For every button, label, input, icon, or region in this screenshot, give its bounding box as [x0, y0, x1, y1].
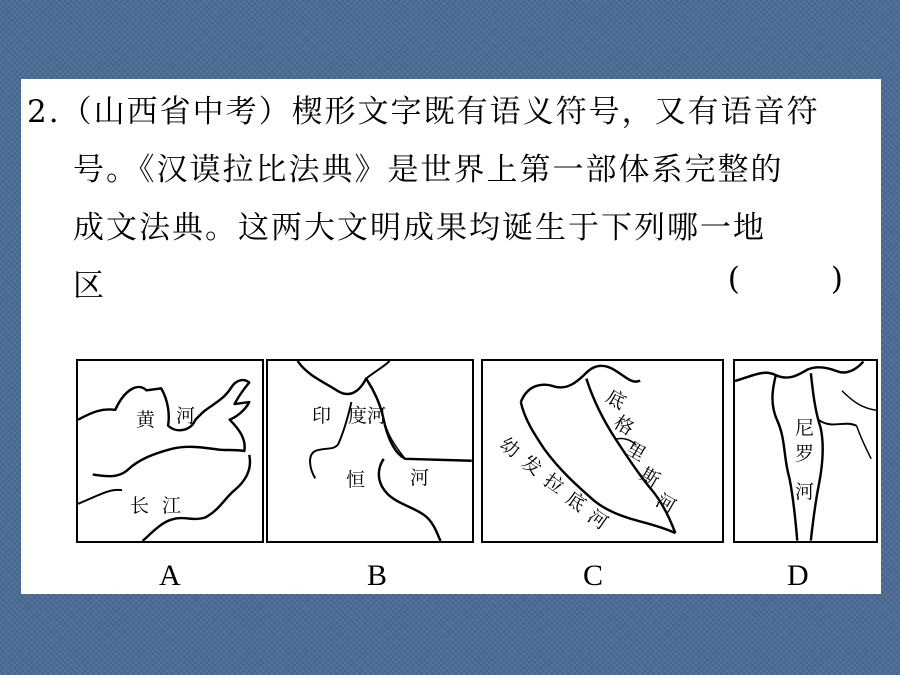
- map-b-label-0: 印: [312, 405, 332, 427]
- map-b[interactable]: [266, 359, 474, 543]
- map-a[interactable]: [76, 359, 264, 543]
- map-c[interactable]: [481, 359, 724, 543]
- map-a-label-1: 河: [176, 405, 196, 427]
- option-b-label[interactable]: B: [367, 559, 388, 592]
- map-c-label-9: 河: [583, 505, 612, 535]
- map-b-label-1: 度河: [348, 405, 387, 427]
- option-a-label[interactable]: A: [159, 559, 181, 592]
- option-d-label[interactable]: D: [787, 559, 809, 592]
- map-c-label-5: 幼: [495, 433, 524, 463]
- option-c-label[interactable]: C: [583, 559, 604, 592]
- question-line-2: 号。《汉谟拉比法典》是世界上第一部体系完整的: [73, 152, 784, 188]
- map-d-label-1: 罗: [795, 443, 815, 465]
- map-c-label-3: 斯: [636, 463, 664, 493]
- map-c-label-1: 格: [610, 411, 638, 441]
- map-c-label-7: 拉: [539, 469, 568, 499]
- map-b-rivers: [268, 361, 472, 541]
- map-b-label-2: 恒: [346, 469, 366, 491]
- map-c-label-4: 河: [652, 489, 680, 519]
- question-line-4: 区: [73, 268, 106, 304]
- map-a-label-2: 长: [130, 495, 150, 517]
- map-d-label-0: 尼: [795, 417, 815, 439]
- map-c-label-6: 发: [517, 451, 546, 481]
- question-line-3: 成文法典。这两大文明成果均诞生于下列哪一地: [73, 210, 766, 246]
- map-d-label-2: 河: [795, 481, 815, 503]
- answer-bracket[interactable]: ( ): [727, 261, 873, 297]
- map-a-label-3: 江: [162, 495, 182, 517]
- map-b-label-3: 河: [410, 467, 430, 489]
- map-c-label-2: 里: [622, 437, 650, 467]
- question-line-1: 2.（山西省中考）楔形文字既有语义符号，又有语音符: [27, 94, 820, 130]
- map-c-label-0: 底: [602, 385, 630, 415]
- map-d[interactable]: [733, 359, 878, 543]
- map-c-label-8: 底: [561, 487, 590, 517]
- question-card: [21, 79, 881, 594]
- map-a-label-0: 黄: [136, 409, 156, 431]
